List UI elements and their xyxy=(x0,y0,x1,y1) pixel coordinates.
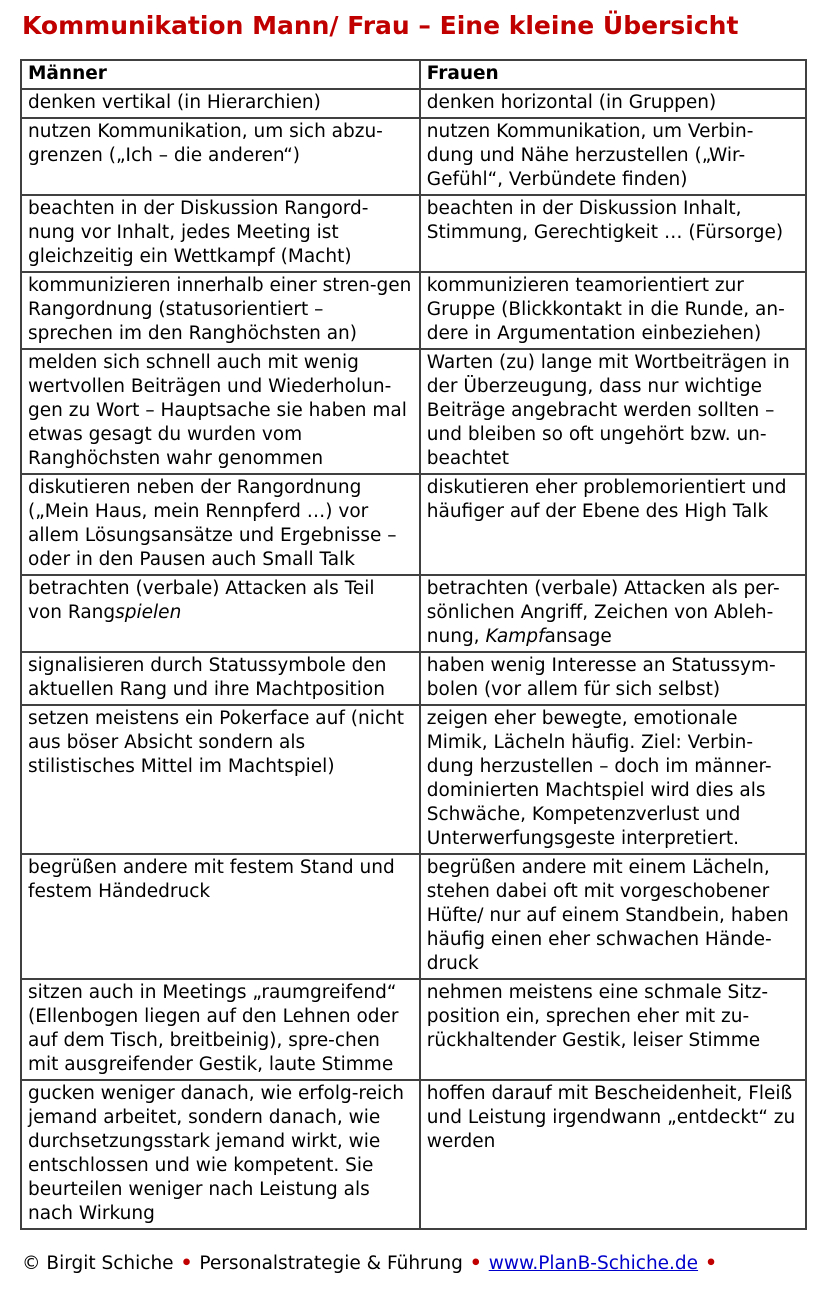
table-cell-frauen xyxy=(420,118,806,195)
cell-text: kommunizieren innerhalb einer stren-gen Rangordnung (statusorientiert – sprechen im den Ranghöchsten an) xyxy=(28,274,412,344)
cell-text: zeigen eher bewegte, emotionale Mimik, Lächeln häufig. Ziel: Verbin-dung herzustellen – doch im männer-dominierten Machtspiel wird dies als Schwäche, Kompetenzverlust und Unterwerfungsgeste interpretiert. xyxy=(426,707,772,849)
cell-text: nehmen meistens eine schmale Sitz-position ein, sprechen eher mit zu-rückhaltender Gestik, leiser Stimme xyxy=(426,981,768,1051)
cell-text: nutzen Kommunikation, um Verbin-dung und Nähe herzustellen („Wir-Gefühl“, Verbündete finden) xyxy=(426,120,754,190)
table-row xyxy=(21,89,806,118)
bullet-separator: • xyxy=(705,1252,717,1274)
cell-text: setzen meistens ein Pokerface auf (nicht aus böser Absicht sondern als stilistisches Mittel im Machtspiel) xyxy=(28,707,404,777)
table-cell-frauen xyxy=(420,979,806,1080)
table-row xyxy=(21,979,806,1080)
footer-tagline: Personalstrategie & Führung xyxy=(199,1252,463,1274)
table-row xyxy=(21,195,806,272)
cell-text: betrachten (verbale) Attacken als per-sönlichen Angriff, Zeichen von Ableh-nung, xyxy=(426,577,780,647)
table-row xyxy=(21,349,806,474)
table-cell-frauen xyxy=(420,474,806,575)
cell-text: signalisieren durch Statussymbole den aktuellen Rang und ihre Machtposition xyxy=(28,654,387,700)
cell-text: diskutieren eher problemorientiert und häufiger auf der Ebene des High Talk xyxy=(426,476,787,522)
table-cell-maenner xyxy=(21,575,420,652)
table-cell-frauen xyxy=(420,349,806,474)
table-cell-frauen xyxy=(420,652,806,705)
cell-text: ansage xyxy=(544,625,612,647)
page-title: Kommunikation Mann/ Frau – Eine kleine Übersicht xyxy=(22,11,739,40)
table-row xyxy=(21,575,806,652)
table-row xyxy=(21,1080,806,1229)
cell-text: denken vertikal (in Hierarchien) xyxy=(28,91,321,113)
table-cell-maenner xyxy=(21,118,420,195)
table-cell-frauen xyxy=(420,195,806,272)
table-header-row xyxy=(21,60,806,89)
column-header-frauen: Frauen xyxy=(420,60,806,89)
table-cell-frauen xyxy=(420,854,806,979)
cell-text-italic: Kampf xyxy=(485,625,545,647)
table-cell-frauen xyxy=(420,1080,806,1229)
cell-text: sitzen auch in Meetings „raumgreifend“ (Ellenbogen liegen auf den Lehnen oder auf dem Tisch, breitbeinig), spre-chen mit ausgreifender Gestik, laute Stimme xyxy=(28,981,399,1075)
cell-text: melden sich schnell auch mit wenig wertvollen Beiträgen und Wiederholun-gen zu Wort – Hauptsache sie haben mal etwas gesagt du wurden vom Ranghöchsten wahr genommen xyxy=(28,351,407,469)
cell-text: betrachten (verbale) Attacken als Teil von Rang xyxy=(28,577,375,623)
table-cell-maenner xyxy=(21,349,420,474)
cell-text: begrüßen andere mit festem Stand und festem Händedruck xyxy=(28,856,395,902)
cell-text: beachten in der Diskussion Rangord-nung vor Inhalt, jedes Meeting ist gleichzeitig ein Wettkampf (Macht) xyxy=(28,197,369,267)
cell-text-italic: spielen xyxy=(115,601,182,623)
table-cell-maenner xyxy=(21,89,420,118)
table-row xyxy=(21,118,806,195)
cell-text: nutzen Kommunikation, um sich abzu-grenzen („Ich – die anderen“) xyxy=(28,120,383,166)
table-cell-frauen xyxy=(420,575,806,652)
cell-text: begrüßen andere mit einem Lächeln, stehen dabei oft mit vorgeschobener Hüfte/ nur auf einem Standbein, haben häufig einen eher schwachen Hände-druck xyxy=(426,856,789,974)
cell-text: haben wenig Interesse an Statussym-bolen (vor allem für sich selbst) xyxy=(426,654,776,700)
cell-text: hoffen darauf mit Bescheidenheit, Fleiß und Leistung irgendwann „entdeckt“ zu werden xyxy=(426,1082,796,1152)
column-header-maenner: Männer xyxy=(21,60,420,89)
bullet-separator: • xyxy=(180,1252,193,1274)
cell-text: denken horizontal (in Gruppen) xyxy=(426,91,717,113)
table-cell-maenner xyxy=(21,474,420,575)
website-link[interactable]: www.PlanB-Schiche.de xyxy=(488,1252,699,1274)
table-row xyxy=(21,474,806,575)
copyright-text: © Birgit Schiche xyxy=(22,1252,174,1274)
table-row xyxy=(21,272,806,349)
table-cell-frauen xyxy=(420,272,806,349)
table-cell-maenner xyxy=(21,272,420,349)
table-cell-frauen xyxy=(420,89,806,118)
table-cell-maenner xyxy=(21,979,420,1080)
table-row xyxy=(21,854,806,979)
bullet-separator: • xyxy=(469,1252,482,1274)
table-cell-maenner xyxy=(21,195,420,272)
cell-text: Warten (zu) lange mit Wortbeiträgen in der Überzeugung, dass nur wichtige Beiträge angebracht werden sollten – und bleiben so oft ungehört bzw. un-beachtet xyxy=(426,351,790,469)
comparison-table xyxy=(20,59,807,1230)
cell-text: beachten in der Diskussion Inhalt, Stimmung, Gerechtigkeit … (Fürsorge) xyxy=(426,197,784,243)
table-row xyxy=(21,652,806,705)
cell-text: gucken weniger danach, wie erfolg-reich jemand arbeitet, sondern danach, wie durchsetzungsstark jemand wirkt, wie entschlossen und wie kompetent. Sie beurteilen weniger nach Leistung als nach Wirkung xyxy=(28,1082,404,1224)
cell-text: diskutieren neben der Rangordnung („Mein Haus, mein Rennpferd …) vor allem Lösungsansätze und Ergebnisse – oder in den Pausen auch Small Talk xyxy=(28,476,397,570)
table-cell-maenner xyxy=(21,705,420,854)
table-cell-maenner xyxy=(21,854,420,979)
table-body xyxy=(21,89,806,1229)
table-cell-maenner xyxy=(21,1080,420,1229)
table-cell-frauen xyxy=(420,705,806,854)
cell-text: kommunizieren teamorientiert zur Gruppe (Blickkontakt in die Runde, an-dere in Argumentation einbeziehen) xyxy=(426,274,785,344)
table-row xyxy=(21,705,806,854)
footer xyxy=(22,1252,807,1276)
table-cell-maenner xyxy=(21,652,420,705)
